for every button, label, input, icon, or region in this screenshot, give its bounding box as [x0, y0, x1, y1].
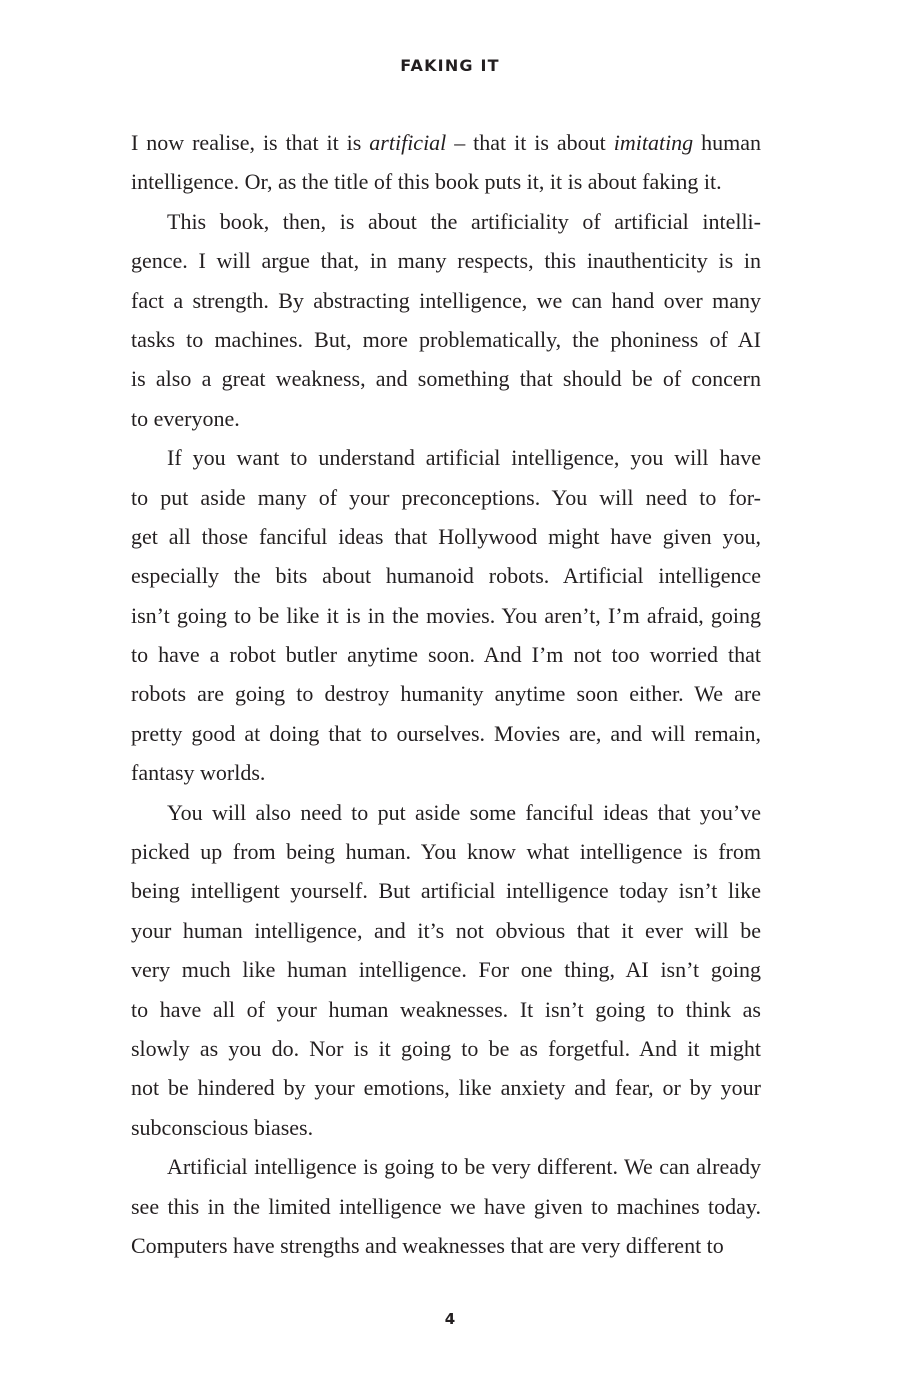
text-line: subconscious biases. [131, 1114, 314, 1140]
text-line: your human intelligence, and it’s not obvious that it ever will be [131, 917, 761, 943]
page-number: 4 [444, 1310, 456, 1328]
body-text [131, 123, 761, 1265]
text-line: picked up from being human. You know what intelligence is from [131, 839, 761, 865]
text-line: I now realise, is that it is artificial – that it is about imitating human [131, 130, 762, 155]
text-line: fantasy worlds. [131, 760, 266, 786]
text-line: isn’t going to be like it is in the movies. You aren’t, I’m afraid, going [131, 602, 761, 628]
text-line: pretty good at doing that to ourselves. Movies are, and will remain, [131, 720, 761, 746]
paragraph [131, 438, 761, 793]
text-line: being intelligent yourself. But artificial intelligence today isn’t like [131, 878, 761, 904]
text-line: to have all of your human weaknesses. It isn’t going to think as [131, 996, 761, 1022]
paragraph [131, 1147, 761, 1265]
text-line: intelligence. Or, as the title of this book puts it, it is about faking it. [131, 169, 722, 195]
text-line: especially the bits about humanoid robots. Artificial intelligence [131, 563, 761, 589]
text-line: Artificial intelligence is going to be very different. We can already [167, 1154, 761, 1180]
text-line: gence. I will argue that, in many respects, this inauthenticity is in [131, 248, 761, 274]
text-line: not be hindered by your emotions, like anxiety and fear, or by your [131, 1075, 761, 1101]
text-line: to have a robot butler anytime soon. And I’m not too worried that [131, 642, 761, 668]
text-line: tasks to machines. But, more problematically, the phoniness of AI [131, 326, 761, 352]
text-line: Computers have strengths and weaknesses that are very different to [131, 1232, 724, 1258]
running-head: FAKING IT [400, 56, 500, 75]
text-line: to put aside many of your preconceptions. You will need to for- [131, 484, 761, 510]
text-line: You will also need to put aside some fanciful ideas that you’ve [167, 799, 761, 825]
text-line: is also a great weakness, and something that should be of concern [131, 366, 761, 392]
text-line: If you want to understand artificial intelligence, you will have [167, 445, 761, 471]
paragraph [131, 123, 761, 202]
text-line: fact a strength. By abstracting intelligence, we can hand over many [131, 287, 761, 313]
text-line: see this in the limited intelligence we have given to machines today. [131, 1193, 761, 1219]
text-line: very much like human intelligence. For one thing, AI isn’t going [131, 957, 761, 983]
text-line: slowly as you do. Nor is it going to be as forgetful. And it might [131, 1035, 761, 1061]
text-line: get all those fanciful ideas that Hollywood might have given you, [131, 523, 761, 549]
paragraph [131, 202, 761, 438]
text-line: This book, then, is about the artificiality of artificial intelli- [167, 208, 761, 234]
text-line: robots are going to destroy humanity anytime soon either. We are [131, 681, 761, 707]
paragraph [131, 793, 761, 1148]
text-line: to everyone. [131, 405, 240, 431]
